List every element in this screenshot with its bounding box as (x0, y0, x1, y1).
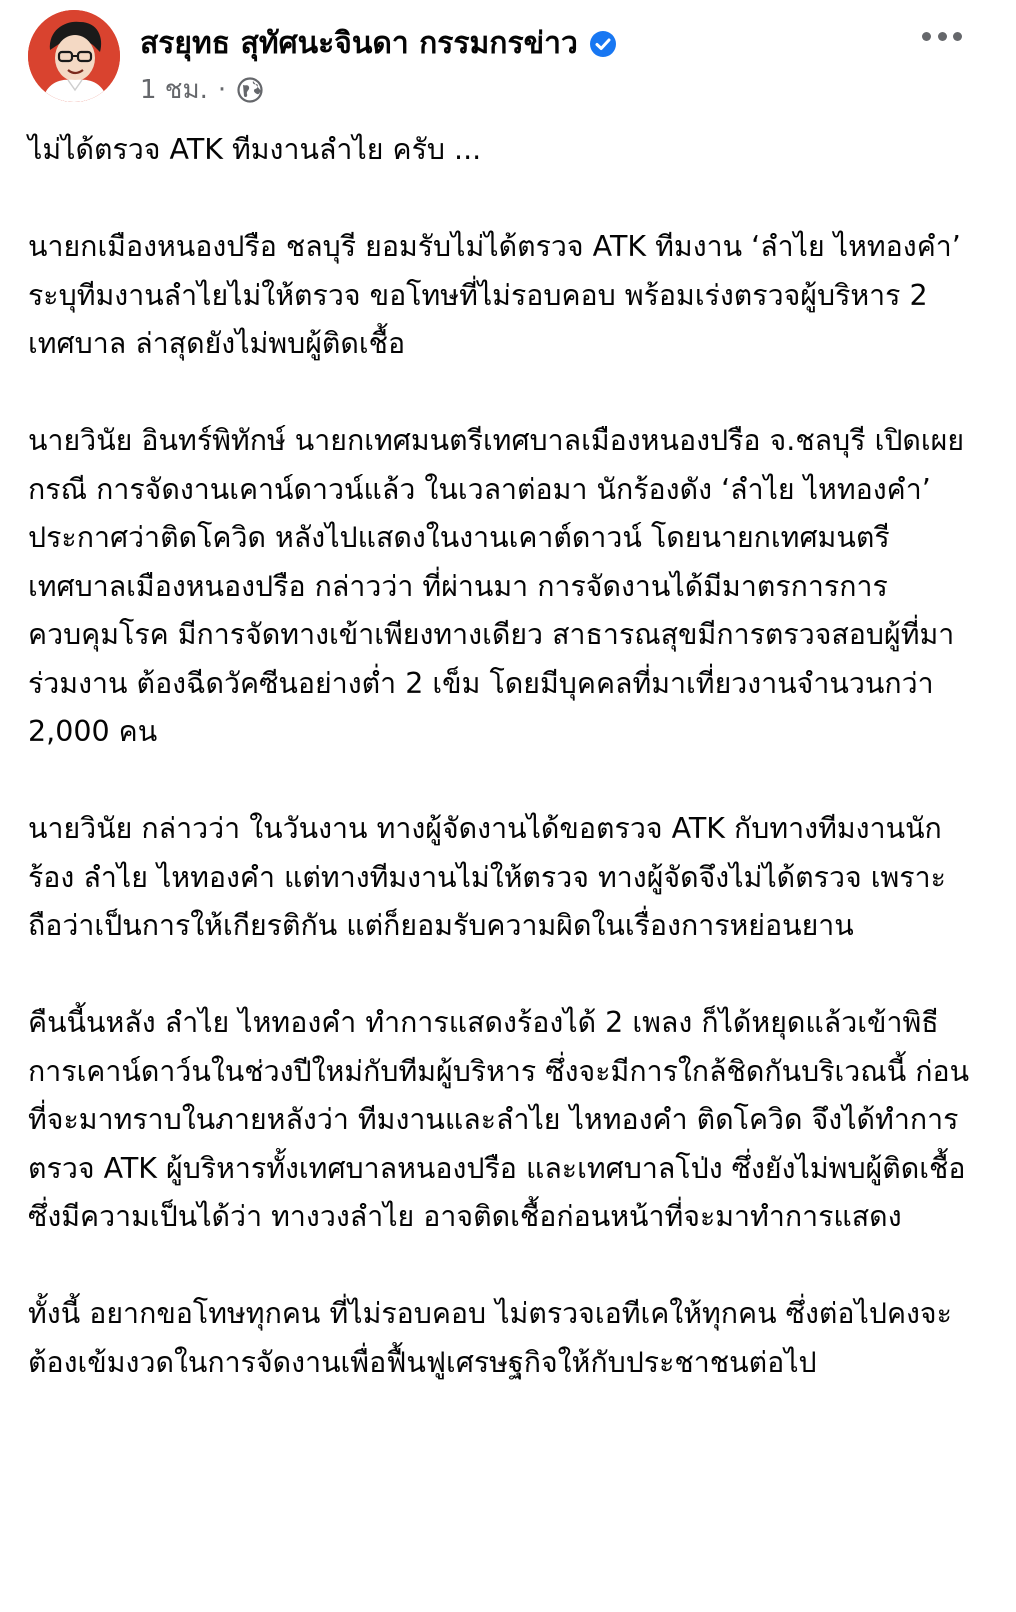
meta-separator: · (217, 75, 227, 105)
author-avatar[interactable] (28, 10, 120, 102)
avatar-illustration (28, 10, 120, 102)
post-header (0, 0, 1016, 120)
more-dot-icon (922, 32, 931, 41)
post-paragraph: ทั้งนี้ อยากขอโทษทุกคน ที่ไม่รอบคอบ ไม่ตรวจเอทีเคให้ทุกคน ซึ่งต่อไปคงจะต้องเข้มงวดในการจัดงานเพื่อฟื้นฟูเศรษฐกิจให้กับประชาชนต่อไป (28, 1297, 952, 1379)
post-meta (140, 72, 264, 108)
author-name[interactable]: สรยุทธ สุทัศนะจินดา กรรมกรข่าว (140, 26, 578, 61)
verified-badge-icon (588, 29, 618, 59)
post-paragraph: นายวินัย กล่าวว่า ในวันงาน ทางผู้จัดงานได้ขอตรวจ ATK กับทางทีมงานนักร้อง ลำไย ไหทองคำ แต่ทางทีมงานไม่ให้ตรวจ ทางผู้จัดจึงไม่ได้ตรวจ เพราะถือว่าเป็นการให้เกียรติกัน แต่ก็ยอมรับความผิดในเรื่องการหย่อนยาน (28, 812, 946, 942)
more-options-button[interactable] (922, 28, 962, 44)
post-body (28, 126, 978, 1387)
post-timestamp[interactable]: 1 ชม. (140, 75, 208, 105)
globe-icon[interactable] (236, 76, 264, 104)
more-dot-icon (953, 32, 962, 41)
post-paragraph: นายกเมืองหนองปรือ ชลบุรี ยอมรับไม่ได้ตรวจ ATK ทีมงาน ‘ลำไย ไหทองคำ’ ระบุทีมงานลำไยไม่ให้ตรวจ ขอโทษที่ไม่รอบคอบ พร้อมเร่งตรวจผู้บริหาร 2 เทศบาล ล่าสุดยังไม่พบผู้ติดเชื้อ (28, 230, 961, 360)
post-paragraph: ไม่ได้ตรวจ ATK ทีมงานลำไย ครับ ... (28, 133, 482, 166)
post-paragraph: คืนนี้นหลัง ลำไย ไหทองคำ ทำการแสดงร้องได้ 2 เพลง ก็ได้หยุดแล้วเข้าพิธีการเคาน์ดาว์นในช่วงปีใหม่กับทีมผู้บริหาร ซึ่งจะมีการใกล้ชิดกันบริเวณนี้ ก่อนที่จะมาทราบในภายหลังว่า ทีมงานและลำไย ไหทองคำ ติดโควิด จึงได้ทำการตรวจ ATK ผู้บริหารทั้งเทศบาลหนองปรือ และเทศบาลโป่ง ซึ่งยังไม่พบผู้ติดเชื้อ ซึ่งมีความเป็นได้ว่า ทางวงลำไย อาจติดเชื้อก่อนหน้าที่จะมาทำการแสดง (28, 1006, 970, 1233)
more-dot-icon (938, 32, 947, 41)
author-row (140, 22, 618, 66)
post-paragraph: นายวินัย อินทร์พิทักษ์ นายกเทศมนตรีเทศบาลเมืองหนองปรือ จ.ชลบุรี เปิดเผยกรณี การจัดงานเคาน์ดาวน์แล้ว ในเวลาต่อมา นักร้องดัง ‘ลำไย ไหทองคำ’ ประกาศว่าติดโควิด หลังไปแสดงในงานเคาต์ดาวน์ โดยนายกเทศมนตรีเทศบาลเมืองหนองปรือ กล่าวว่า ที่ผ่านมา การจัดงานได้มีมาตรการการควบคุมโรค มีการจัดทางเข้าเพียงทางเดียว สาธารณสุขมีการตรวจสอบผู้ที่มาร่วมงาน ต้องฉีดวัคซีนอย่างต่ำ 2 เข็ม โดยมีบุคคลที่มาเที่ยวงานจำนวนกว่า 2,000 คน (28, 424, 965, 748)
